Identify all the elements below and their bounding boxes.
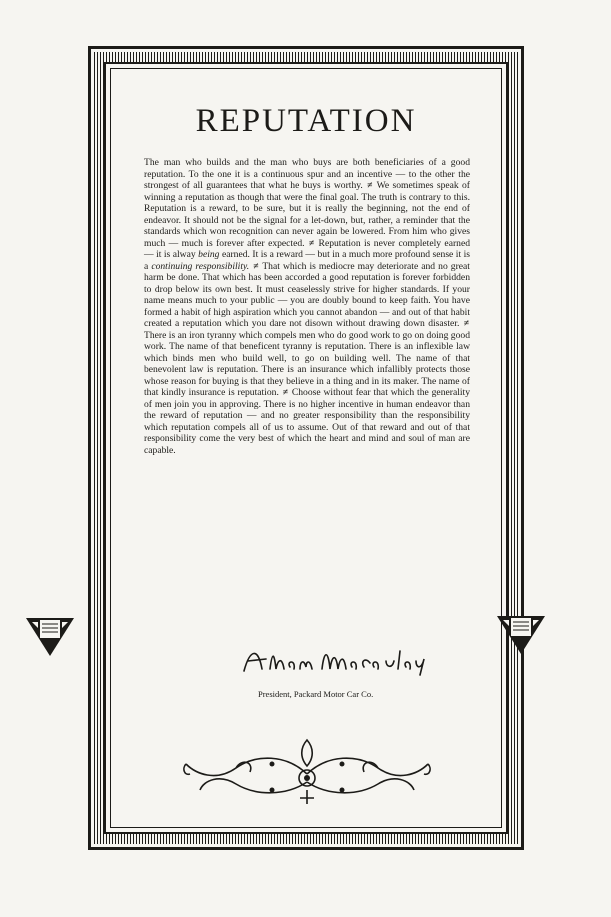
signature-caption: President, Packard Motor Car Co. — [258, 689, 374, 699]
section-separator-icon: ≠ — [367, 180, 373, 191]
body-text-segment: Choose without fear that which the generality of men join you in approving. There is no higher incentive in human endeavor than the reward of reputation — and no greater responsibility than the responsibility which reputation compels all of us to assume. Out of that reward and out of that responsibility come the very best of which the heart and mind and soul of man are capable. — [144, 387, 470, 456]
signature — [240, 643, 430, 677]
emphasis-text: continuing responsibility. — [151, 260, 250, 272]
body-text-segment: The man who builds and the man who buys are both beneficiaries of a good reputation. To the one it is a continuous spur and an incentive — to the other the strongest of all guarantees that what he buys is worthy. — [144, 157, 470, 191]
section-separator-icon: ≠ — [253, 260, 259, 272]
emphasis-text: being — [198, 249, 220, 260]
body-text-segment: We sometimes speak of winning a reputation as though that were the final goal. The truth is contrary to this. Reputation is a reward, to be sure, but it is really the beginning, not the end of endeavor. It should not be the signal for a let-down, but, rather, a reminder that the standards which won recognition can never again be lowered. From him who gives much — much is forever after expected. — [144, 180, 470, 249]
body-text — [144, 157, 470, 456]
packard-crest-icon — [495, 612, 547, 656]
section-separator-icon: ≠ — [308, 237, 315, 249]
body-text-segment: There is an iron tyranny which compels men who do good work to go on doing good work. The name of that beneficent tyranny is reputation. There is an inflexible law which binds men who build well, to go on building well. The name of that benevolent law is reputation. There is an insurance which infallibly protects those whose reason for buying is that they believe in a thing and in its maker. The name of that kindly insurance is reputation. — [144, 329, 470, 398]
section-separator-icon: ≠ — [282, 387, 288, 398]
body-text-segment: Reputation is never completely earned — it is alway — [144, 237, 470, 260]
body-text-segment: That which is mediocre may deteriorate and no great harm be done. That which has been accorded a good reputation is forever forbidden to drop below its own best. It must ceaselessly strive for higher standards. If your name means much to your public — you are doubly bound to keep faith. You have formed a habit of high aspiration which you cannot abandon — and out of that habit created a reputation which you dare not disown without drawing down disaster. — [144, 260, 470, 329]
body-text-segment: earned. It is a reward — but in a much more profound sense it is a — [144, 249, 470, 272]
section-separator-icon: ≠ — [463, 318, 469, 329]
packard-crest-icon — [24, 614, 76, 658]
page-title: REPUTATION — [195, 103, 417, 139]
scroll-ornament — [176, 734, 438, 808]
